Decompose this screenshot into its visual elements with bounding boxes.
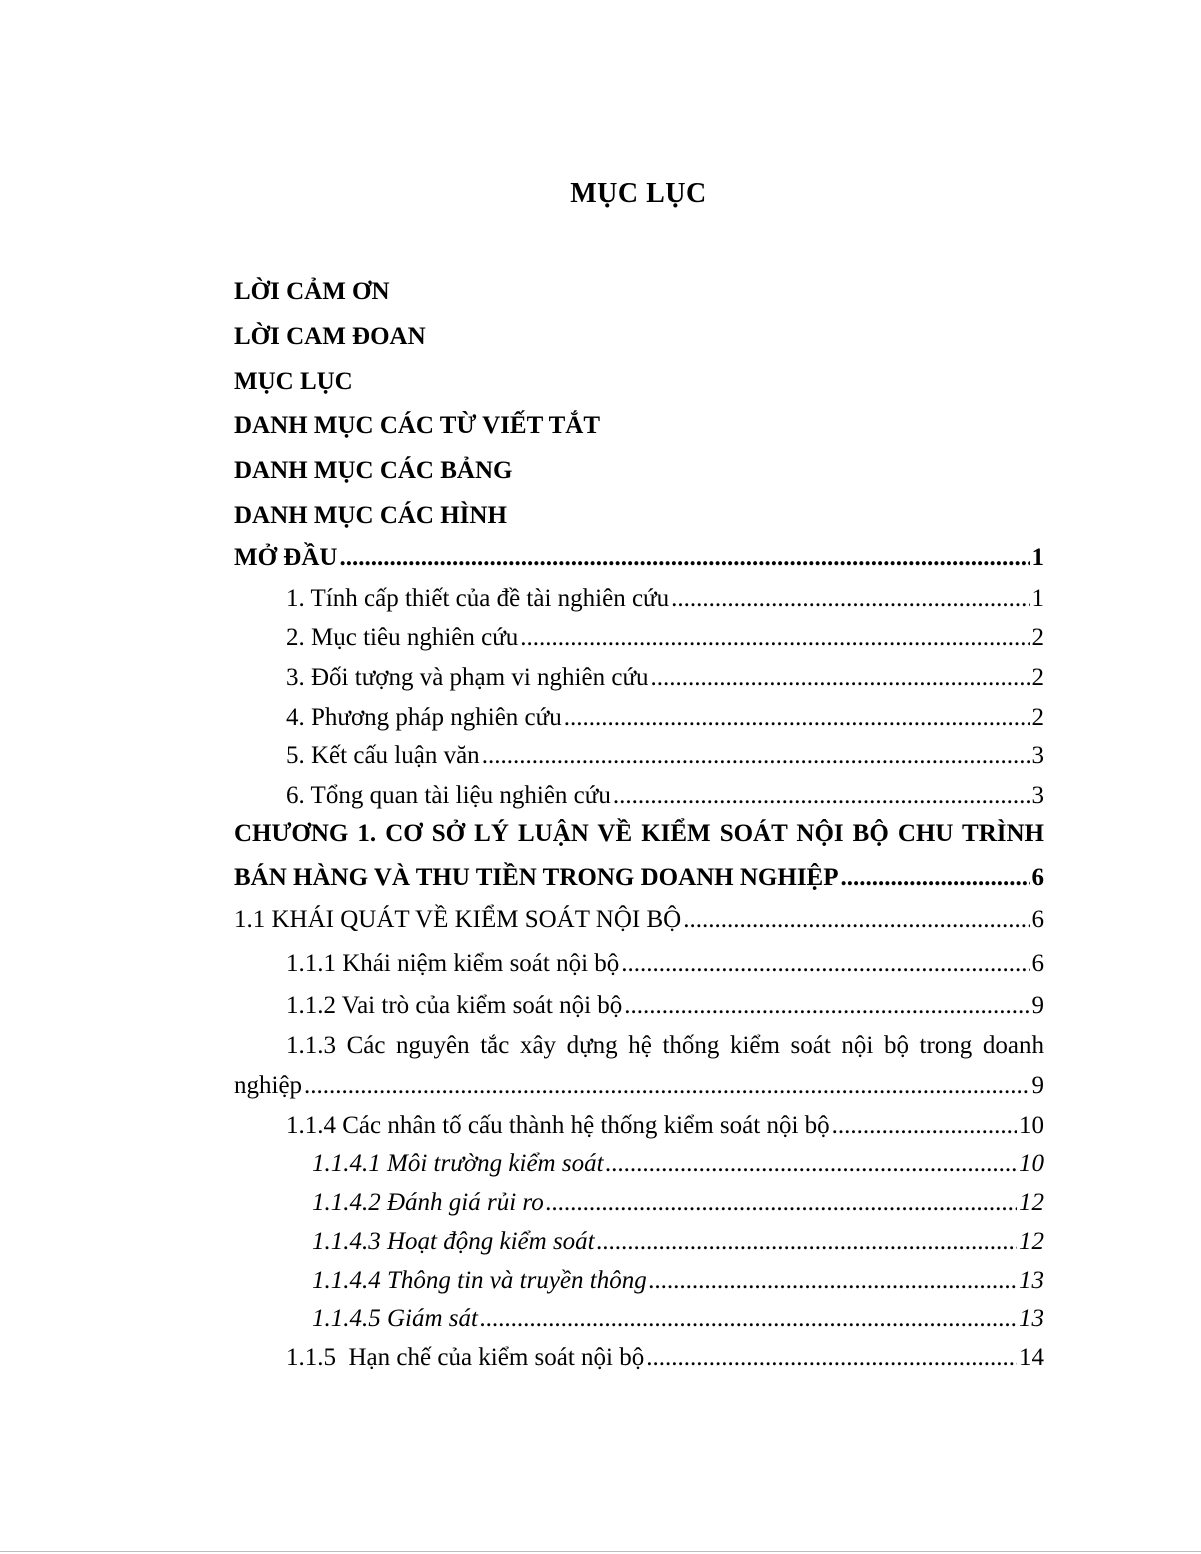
toc-entry-1-1-4[interactable] bbox=[286, 1110, 1044, 1142]
dot-leader bbox=[683, 904, 1029, 936]
page-title: MỤC LỤC bbox=[570, 178, 707, 209]
front-matter-list-of-tables: DANH MỤC CÁC BẢNG bbox=[234, 457, 513, 484]
toc-entry-label: 1. Tính cấp thiết của đề tài nghiên cứu bbox=[286, 585, 670, 612]
toc-entry-label: BÁN HÀNG VÀ THU TIỀN TRONG DOANH NGHIỆP bbox=[234, 864, 839, 891]
toc-entry-section-1-1[interactable] bbox=[234, 904, 1044, 936]
toc-entry-page: 13 bbox=[1019, 1305, 1044, 1332]
toc-entry-1-1-5[interactable] bbox=[286, 1342, 1044, 1374]
toc-entry-page: 1 bbox=[1031, 585, 1044, 612]
toc-entry-page: 13 bbox=[1019, 1267, 1044, 1294]
dot-leader bbox=[339, 542, 1029, 574]
front-matter-list-of-figures: DANH MỤC CÁC HÌNH bbox=[234, 502, 507, 529]
toc-entry-page: 3 bbox=[1031, 742, 1044, 769]
toc-chapter-1-title-line-1[interactable]: CHƯƠNG 1. CƠ SỞ LÝ LUẬN VỀ KIỂM SOÁT NỘI BỘ CHU TRÌNH bbox=[234, 820, 1044, 847]
toc-entry-page: 6 bbox=[1031, 864, 1044, 891]
dot-leader bbox=[304, 1070, 1029, 1102]
toc-entry-label: 5. Kết cấu luận văn bbox=[286, 742, 480, 769]
page-bottom-divider bbox=[0, 1551, 1201, 1552]
toc-entry-intro-3[interactable] bbox=[286, 662, 1044, 694]
toc-entry-1-1-3-line-2[interactable] bbox=[234, 1070, 1044, 1102]
dot-leader bbox=[649, 1265, 1017, 1297]
toc-entry-label: 1.1 KHÁI QUÁT VỀ KIỂM SOÁT NỘI BỘ bbox=[234, 906, 682, 933]
toc-entry-label: 1.1.4 Các nhân tố cấu thành hệ thống kiểm soát nội bộ bbox=[286, 1112, 830, 1139]
dot-leader bbox=[832, 1110, 1017, 1142]
dot-leader bbox=[671, 583, 1029, 615]
dot-leader bbox=[841, 862, 1030, 894]
toc-entry-intro-1[interactable] bbox=[286, 583, 1044, 615]
toc-entry-label: 1.1.4.4 Thông tin và truyền thông bbox=[312, 1267, 647, 1294]
front-matter-table-of-contents: MỤC LỤC bbox=[234, 368, 353, 395]
front-matter-declaration: LỜI CAM ĐOAN bbox=[234, 323, 426, 350]
toc-entry-intro-2[interactable] bbox=[286, 622, 1044, 654]
toc-entry-label: MỞ ĐẦU bbox=[234, 544, 338, 571]
dot-leader bbox=[651, 662, 1030, 694]
toc-entry-page: 2 bbox=[1031, 664, 1044, 691]
dot-leader bbox=[564, 702, 1030, 734]
toc-entry-page: 1 bbox=[1031, 544, 1044, 571]
toc-entry-label: 1.1.2 Vai trò của kiểm soát nội bộ bbox=[286, 992, 623, 1019]
toc-entry-1-1-4-2[interactable] bbox=[312, 1187, 1044, 1219]
toc-entry-1-1-4-3[interactable] bbox=[312, 1226, 1044, 1258]
front-matter-acknowledgements: LỜI CẢM ƠN bbox=[234, 278, 390, 305]
toc-entry-1-1-2[interactable] bbox=[286, 990, 1044, 1022]
toc-entry-label: 4. Phương pháp nghiên cứu bbox=[286, 704, 562, 731]
toc-entry-label: nghiệp bbox=[234, 1072, 303, 1099]
toc-entry-page: 14 bbox=[1019, 1344, 1044, 1371]
dot-leader bbox=[597, 1226, 1017, 1258]
toc-entry-label: 6. Tổng quan tài liệu nghiên cứu bbox=[286, 782, 611, 809]
toc-entry-page: 10 bbox=[1019, 1150, 1044, 1177]
toc-entry-page: 6 bbox=[1031, 950, 1044, 977]
dot-leader bbox=[482, 740, 1030, 772]
toc-chapter-1-title-line-2[interactable] bbox=[234, 862, 1044, 894]
toc-entry-label: 2. Mục tiêu nghiên cứu bbox=[286, 624, 519, 651]
toc-entry-1-1-4-4[interactable] bbox=[312, 1265, 1044, 1297]
toc-entry-1-1-4-5[interactable] bbox=[312, 1303, 1044, 1335]
toc-entry-intro-5[interactable] bbox=[286, 740, 1044, 772]
dot-leader bbox=[624, 990, 1029, 1022]
dot-leader bbox=[480, 1303, 1017, 1335]
toc-entry-label: 1.1.4.1 Môi trường kiểm soát bbox=[312, 1150, 604, 1177]
toc-entry-label: 1.1.4.5 Giám sát bbox=[312, 1305, 478, 1332]
toc-entry-label: 1.1.4.3 Hoạt động kiểm soát bbox=[312, 1228, 595, 1255]
toc-entry-1-1-1[interactable] bbox=[286, 948, 1044, 980]
toc-entry-label: 1.1.1 Khái niệm kiểm soát nội bộ bbox=[286, 950, 620, 977]
front-matter-abbreviations: DANH MỤC CÁC TỪ VIẾT TẮT bbox=[234, 412, 601, 439]
toc-entry-intro-6[interactable] bbox=[286, 780, 1044, 812]
toc-entry-page: 3 bbox=[1031, 782, 1044, 809]
dot-leader bbox=[646, 1342, 1017, 1374]
toc-entry-1-1-3-line-1[interactable]: 1.1.3 Các nguyên tắc xây dựng hệ thống kiểm soát nội bộ trong doanh bbox=[286, 1032, 1044, 1059]
toc-entry-page: 10 bbox=[1019, 1112, 1044, 1139]
toc-entry-label: 3. Đối tượng và phạm vi nghiên cứu bbox=[286, 664, 649, 691]
toc-entry-page: 9 bbox=[1031, 1072, 1044, 1099]
dot-leader bbox=[520, 622, 1029, 654]
toc-entry-introduction[interactable] bbox=[234, 542, 1044, 574]
toc-entry-1-1-4-1[interactable] bbox=[312, 1148, 1044, 1180]
toc-entry-page: 12 bbox=[1019, 1189, 1044, 1216]
dot-leader bbox=[613, 780, 1030, 812]
toc-entry-intro-4[interactable] bbox=[286, 702, 1044, 734]
dot-leader bbox=[546, 1187, 1017, 1219]
toc-entry-page: 6 bbox=[1031, 906, 1044, 933]
toc-entry-page: 2 bbox=[1031, 624, 1044, 651]
toc-entry-page: 2 bbox=[1031, 704, 1044, 731]
toc-entry-page: 9 bbox=[1031, 992, 1044, 1019]
toc-entry-label: 1.1.4.2 Đánh giá rủi ro bbox=[312, 1189, 544, 1216]
dot-leader bbox=[621, 948, 1029, 980]
dot-leader bbox=[606, 1148, 1017, 1180]
toc-entry-page: 12 bbox=[1019, 1228, 1044, 1255]
toc-entry-label: 1.1.5 Hạn chế của kiểm soát nội bộ bbox=[286, 1344, 645, 1371]
